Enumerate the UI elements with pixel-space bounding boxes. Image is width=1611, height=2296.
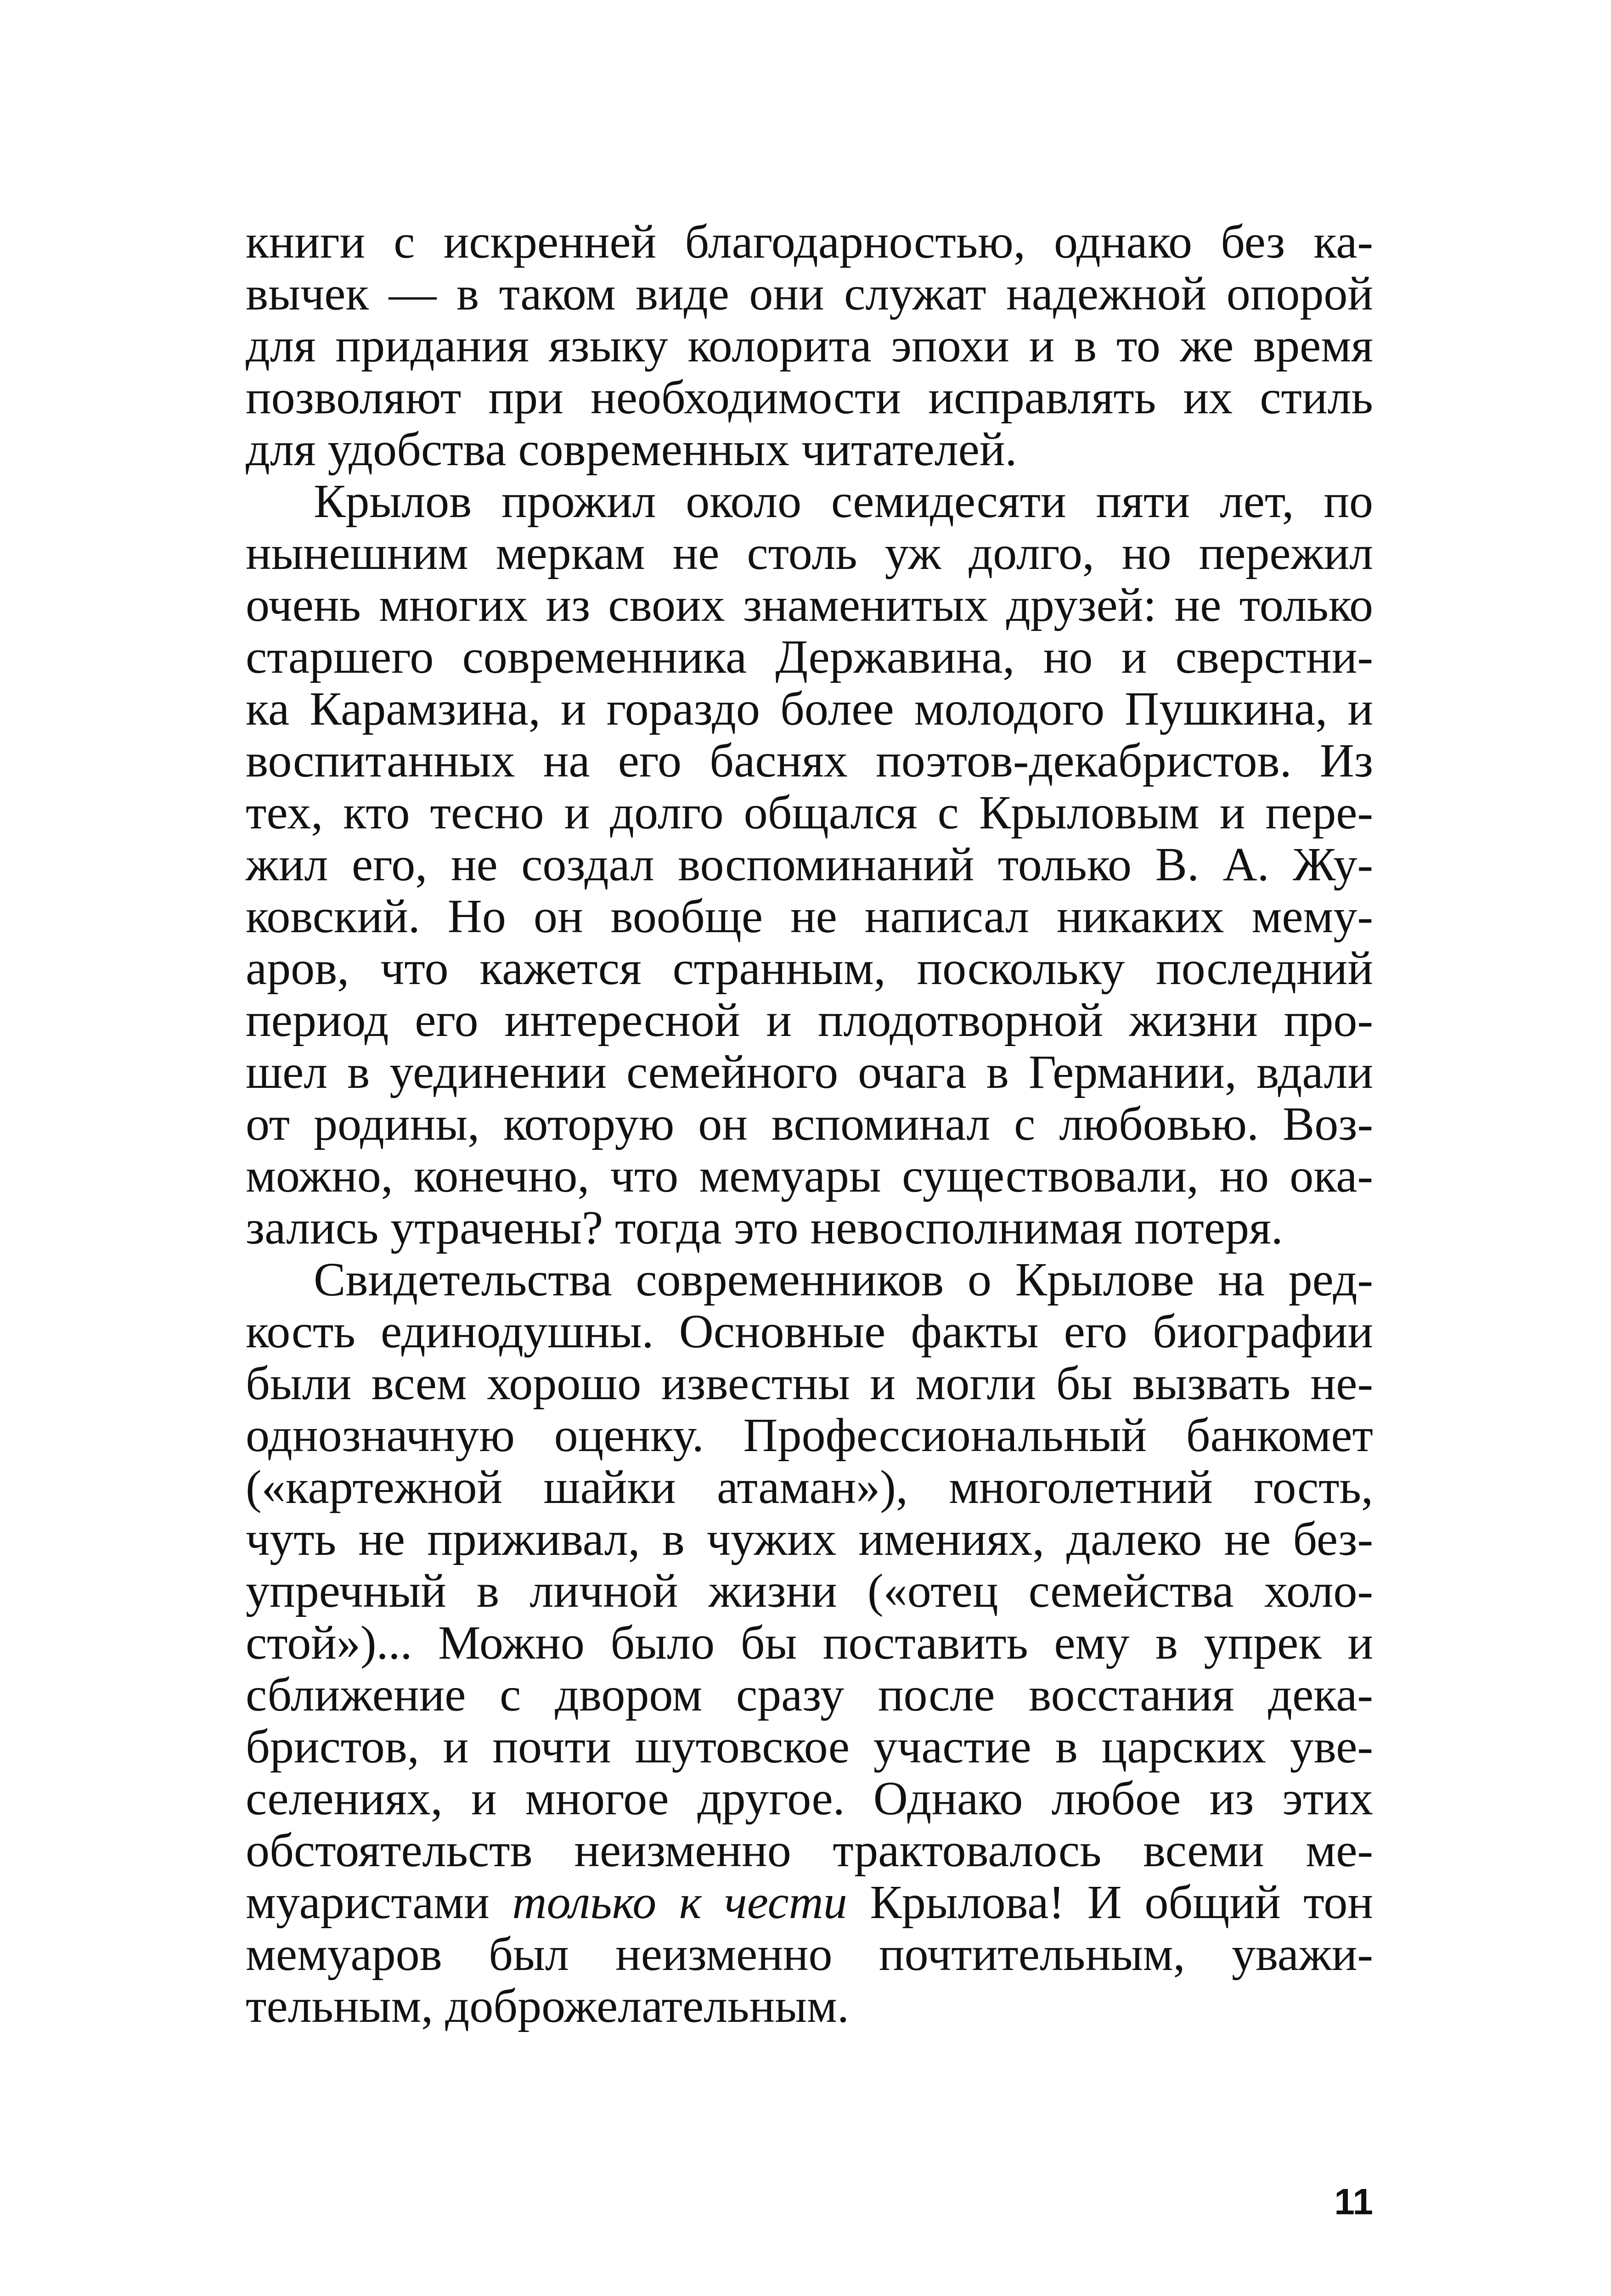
text-line: («картежной шайки атаман»), многолетний гость, (246, 1461, 1373, 1514)
text-line: селениях, и многое другое. Однако любое из этих (246, 1772, 1373, 1825)
text-line: позволяют при необходимости исправлять их стиль (246, 371, 1373, 424)
text-line: Свидетельства современников о Крылове на ред- (314, 1253, 1373, 1306)
text-line: можно, конечно, что мемуары существовали, но ока- (246, 1149, 1373, 1202)
text-line: жил его, не создал воспоминаний только В. А. Жу- (246, 838, 1373, 891)
line-end: Крылова! И общий тон (847, 1876, 1373, 1929)
text-line: тельным, доброжелательным. (246, 1980, 849, 2032)
text-line: аров, что кажется странным, поскольку последний (246, 942, 1373, 995)
text-line: старшего современника Державина, но и сверстни- (246, 630, 1373, 683)
text-line: шел в уединении семейного очага в Германии, вдали (246, 1046, 1373, 1098)
text-line: для удобства современных читателей. (246, 423, 1017, 476)
body-text (246, 216, 1373, 2032)
text-line: для придания языку колорита эпохи и в то же время (246, 319, 1373, 372)
italic-emphasis: только к чести (512, 1876, 847, 1929)
text-line: ка Карамзина, и гораздо более молодого Пушкина, и (246, 682, 1373, 735)
text-line-with-emphasis (246, 1876, 1373, 1928)
text-line: упречный в личной жизни («отец семейства холо- (246, 1564, 1373, 1617)
text-line: чуть не приживал, в чужих имениях, далеко не без- (246, 1513, 1373, 1565)
text-line: ковский. Но он вообще не написал никаких мему- (246, 890, 1373, 943)
line-start: муаристами (246, 1876, 513, 1929)
text-line: были всем хорошо известны и могли бы вызвать не- (246, 1357, 1373, 1410)
text-line: воспитанных на его баснях поэтов-декабристов. Из (246, 734, 1373, 787)
text-line: нынешним меркам не столь уж долго, но пережил (246, 527, 1373, 580)
text-line: мемуаров был неизменно почтительным, уважи- (246, 1928, 1373, 1981)
text-line: сближение с двором сразу после восстания дека- (246, 1668, 1373, 1721)
text-line: тех, кто тесно и долго общался с Крыловым и пере- (246, 786, 1373, 839)
text-line: зались утрачены? тогда это невосполнимая потеря. (246, 1201, 1283, 1254)
text-line: от родины, которую он вспоминал с любовью. Воз- (246, 1097, 1373, 1150)
text-line: вычек — в таком виде они служат надежной опорой (246, 267, 1373, 320)
text-line: бристов, и почти шутовское участие в царских уве- (246, 1720, 1373, 1773)
text-line: период его интересной и плодотворной жизни про- (246, 994, 1373, 1047)
text-line: стой»)... Можно было бы поставить ему в упрек и (246, 1616, 1373, 1669)
text-line: обстоятельств неизменно трактовалось всеми ме- (246, 1824, 1373, 1877)
page-number: 11 (1334, 2181, 1373, 2222)
text-line: однозначную оценку. Профессиональный банкомет (246, 1409, 1373, 1462)
text-line: кость единодушны. Основные факты его биографии (246, 1305, 1373, 1358)
text-line: очень многих из своих знаменитых друзей: не только (246, 579, 1373, 631)
text-line: книги с искренней благодарностью, однако без ка- (246, 215, 1373, 268)
text-line: Крылов прожил около семидесяти пяти лет, по (314, 475, 1373, 528)
